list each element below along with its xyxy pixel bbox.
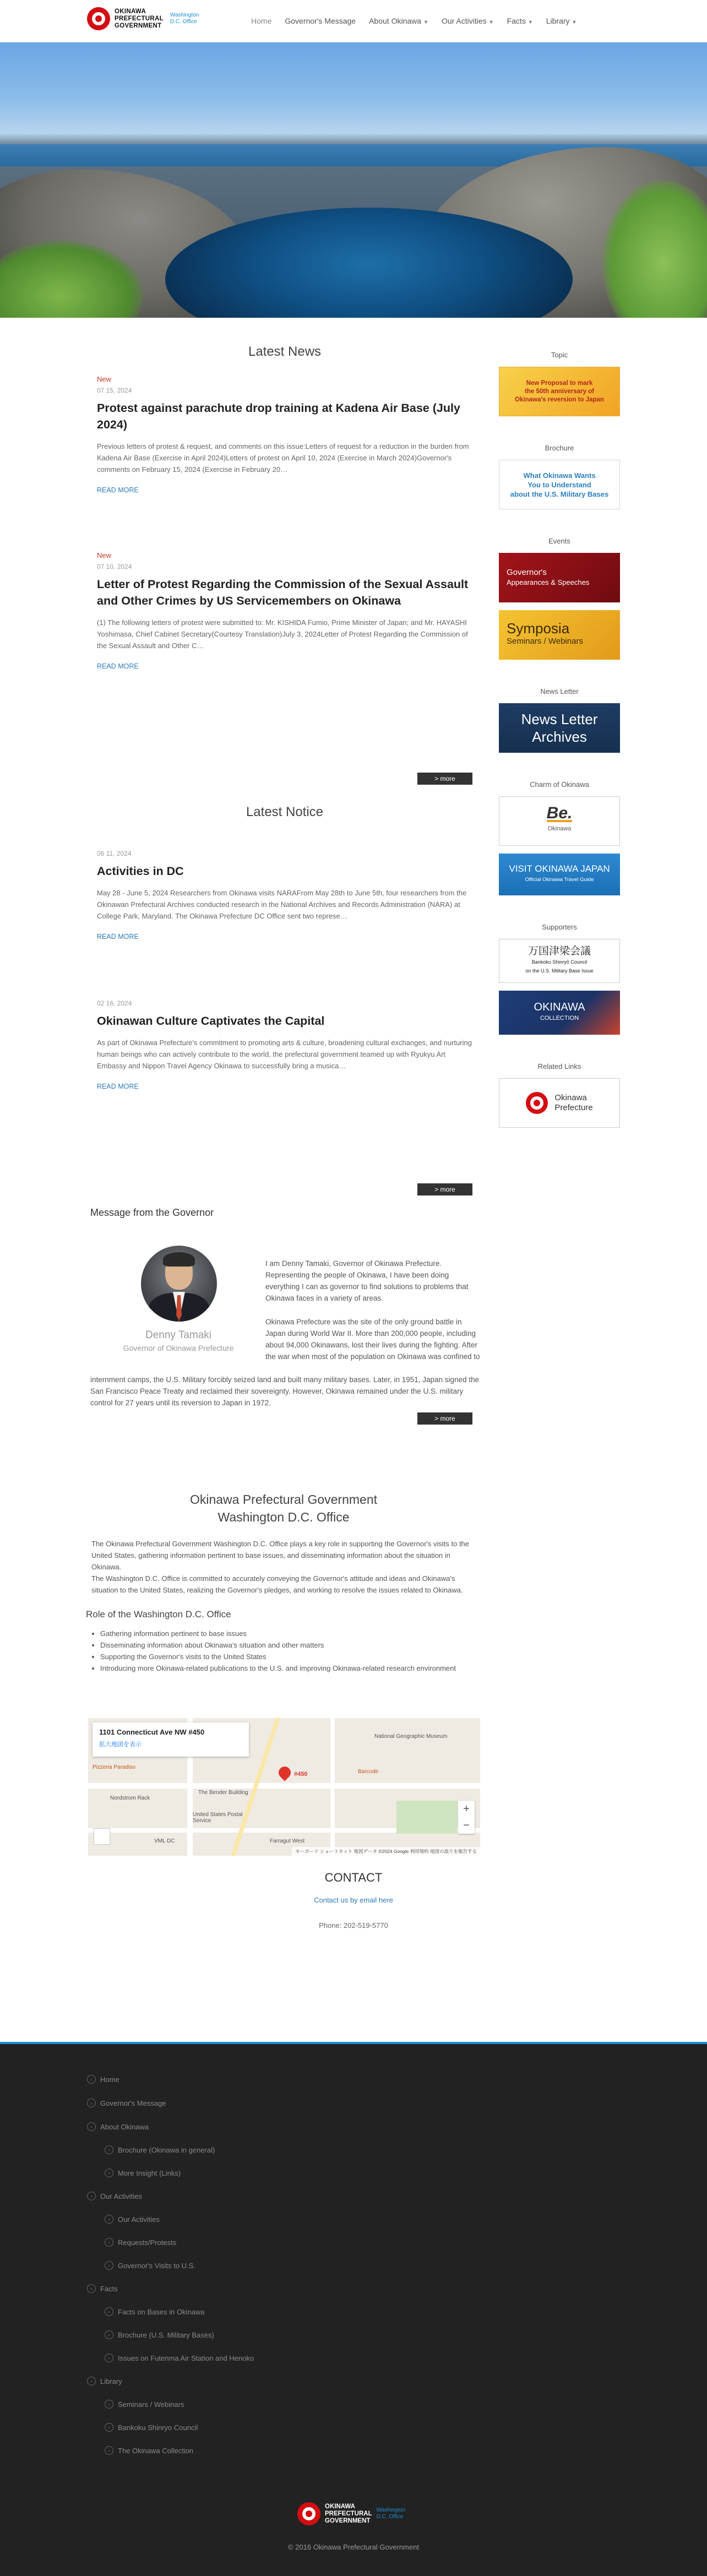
footer-logo-line: GOVERNMENT [325,2517,371,2524]
map-road [88,1783,480,1789]
footer-link-label: Bankoku Shinryo Council [118,2423,198,2432]
footer-sublink[interactable] [105,2215,160,2224]
footer-link-label: Facts on Bases in Okinawa [118,2307,205,2316]
notice-excerpt: As part of Okinawa Prefecture's commitment to promoting arts & culture, broadening cultural exchanges, and nurturing human beings who can actively contribute to the world, the prefectural government teamed up with Ryukyu Art Embassy and Nippon Travel Agency Okinawa to successfully bring a musica… [97,1039,472,1070]
footer-link-label: More Insight (Links) [118,2169,181,2177]
footer-link-label: Brochure (Okinawa in general) [118,2145,215,2154]
chevron-right-icon: › [105,2261,113,2270]
newsletter-banner-line: Archives [532,729,587,745]
footer-logo-wordmark [325,2503,372,2525]
footer-sublink[interactable] [105,2423,198,2432]
photo-hair [163,1252,195,1267]
footer-sublink[interactable] [105,2238,176,2247]
footer-logo-line: OKINAWA [325,2503,355,2510]
footer-link-label: Facts [100,2284,118,2293]
google-map[interactable] [88,1718,480,1856]
read-more-link[interactable]: READ MORE [97,1083,139,1090]
map-pin-icon[interactable] [276,1764,293,1781]
brochure-banner-line: You to Understand [527,480,591,489]
footer-sublink[interactable] [105,2446,193,2455]
chevron-right-icon: › [87,2075,96,2084]
governor-role: Governor of Okinawa Prefecture [123,1344,234,1352]
chevron-right-icon: › [105,2330,113,2339]
okinawa-emblem-icon [297,2502,320,2525]
brochure-banner-line: about the U.S. Military Bases [510,490,609,498]
bankoku-sub: on the U.S. Military Base Issue [525,968,594,974]
footer-sublink[interactable] [105,2261,195,2270]
chevron-right-icon: › [87,2377,96,2385]
main-nav [251,17,577,25]
footer-link-label: Brochure (U.S. Military Bases) [118,2330,214,2339]
footer-logo-sub-line: Washington [376,2507,406,2513]
sidebar [499,351,620,1128]
map-zoom-controls [458,1801,475,1834]
sidebar-charm-title: Charm of Okinawa [530,780,589,789]
logo-subtitle [170,12,199,25]
footer-sublink[interactable] [105,2145,215,2154]
footer-link[interactable] [87,2099,166,2107]
footer-link[interactable] [87,2075,119,2084]
site-logo[interactable] [87,7,199,30]
sidebar-newsletter-title: News Letter [540,687,579,695]
news-date: 07 15, 2024 [97,387,132,394]
related-line: Okinawa [554,1093,587,1102]
read-more-link[interactable]: READ MORE [97,933,139,941]
footer-link[interactable] [87,2284,118,2293]
contact-title: CONTACT [324,1871,383,1884]
notice-excerpt: May 28 - June 5, 2024 Researchers from Okinawa visits NARAFrom May 28th to June 5th, four researchers from the Okinawan Prefectural Archives conducted research in the National Archives and Records Administration (NARA) at College Park, Maryland. The Okinawa Prefecture DC Office sent two represe… [97,889,467,920]
chevron-right-icon: › [105,2354,113,2362]
notice-headline[interactable]: Okinawan Culture Captivates the Capital [97,1014,325,1028]
nav-label: Facts [507,17,526,25]
chevron-right-icon: › [87,2099,96,2107]
role-item: • Introducing more Okinawa-related publications to the U.S. and improving Okinawa-related research environment [100,1662,481,1674]
office-title-line: Okinawa Prefectural Government [189,1492,378,1507]
chevron-right-icon: › [105,2307,113,2316]
chevron-right-icon: › [105,2423,113,2432]
logo-sub-line-2: D.C. Office [170,19,197,25]
map-address: 1101 Connecticut Ave NW #450 [99,1728,205,1736]
footer-link[interactable] [87,2122,149,2131]
sidebar-brochure-title: Brochure [545,444,574,452]
sidebar-supporters-title: Supporters [542,923,577,931]
nav-governors-message[interactable] [285,17,356,25]
emblem-center [534,1100,540,1106]
be-okinawa-sub: Okinawa [547,825,572,832]
footer-link-label: Governor's Message [100,2099,166,2107]
footer-link-label: Our Activities [118,2215,160,2224]
footer-link-label: Requests/Protests [118,2238,177,2247]
office-title [86,1491,481,1526]
office-role-title: Role of the Washington D.C. Office [86,1609,231,1619]
chevron-down-icon: ▼ [488,19,494,25]
read-more-link[interactable]: READ MORE [97,662,139,670]
visit-okinawa-title: VISIT OKINAWA JAPAN [509,863,610,874]
be-okinawa-logo-text: Be. [546,804,573,822]
notice-headline[interactable]: Activities in DC [97,865,184,878]
related-line: Prefecture [554,1103,593,1112]
contact-phone: Phone: 202-519-5770 [319,1921,388,1930]
news-item [97,375,472,495]
chevron-right-icon: › [105,2169,113,2177]
footer-logo-line: PREFECTURAL [325,2510,372,2517]
footer-sublink[interactable] [105,2169,181,2177]
map-enlarge-link[interactable]: 拡大地図を表示 [99,1741,142,1748]
contact-email-link[interactable]: Contact us by email here [314,1896,393,1904]
newsletter-banner-line: News Letter [521,711,598,727]
footer-link-label: Home [100,2075,119,2084]
governor-section-title: Message from the Governor [90,1207,214,1218]
governor-text-2a: Okinawa Prefecture was the site of the only ground battle in Japan during World War II. More than 200,000 people, including about 94,000 Okinawans, lost their lives during the fighting. After the war when most of the population on Okinawa was confined to [265,1318,480,1361]
be-okinawa-banner[interactable] [499,796,620,846]
role-item: • Gathering information pertinent to base issues [100,1628,481,1639]
sidebar-events-title: Events [548,537,570,545]
footer-link-label: Issues on Futenma Air Station and Henoko [118,2354,254,2362]
nav-label: Our Activities [441,17,487,25]
chevron-right-icon: › [87,2284,96,2293]
sidebar-topic-title: Topic [551,351,568,359]
chevron-right-icon: › [87,2192,96,2200]
map-road [330,1718,335,1856]
footer-link-label: The Okinawa Collection [118,2446,194,2455]
logo-sub-line-1: Washington [170,12,199,18]
nav-label: Home [251,17,272,25]
office-role-list [86,1628,481,1674]
news-headline[interactable]: Protest against parachute drop training at Kadena Air Base (July 2024) [97,401,460,431]
map-place-label: National Geographic Museum [374,1733,448,1740]
nav-facts[interactable] [507,17,533,25]
footer-copyright: © 2016 Okinawa Prefectural Government [288,2543,419,2551]
nav-label: Library [546,17,570,25]
logo-line-3: GOVERNMENT [115,22,162,29]
bankoku-sub: Bankoku Shinryō Council [531,959,588,965]
visit-okinawa-banner[interactable] [499,854,620,895]
chevron-right-icon: › [87,2122,96,2131]
news-headline[interactable]: Letter of Protest Regarding the Commission of the Sexual Assault and Other Crimes by US Servicemembers on Okinawa [97,578,469,607]
topic-banner-line: New Proposal to mark [526,379,593,387]
latest-notice-title: Latest Notice [246,805,324,819]
map-park [396,1801,457,1834]
nav-library[interactable] [546,17,577,25]
chevron-right-icon: › [105,2145,113,2154]
topic-banner-line: the 50th anniversary of [525,388,594,395]
governor-more-button[interactable]: > more [417,1412,472,1425]
chevron-down-icon: ▼ [423,19,428,25]
footer-link-label: Our Activities [100,2192,142,2200]
footer-link-label: Governor's Visits to U.S. [118,2261,195,2270]
events-banner-line: Appearances & Speeches [507,578,590,586]
chevron-right-icon: › [105,2446,113,2455]
governor-section [90,1207,480,1471]
okinawa-prefecture-text [554,1093,592,1113]
collection-sub: COLLECTION [540,1015,579,1021]
sidebar-related-title: Related Links [537,1062,581,1070]
news-date: 07 10, 2024 [97,563,132,570]
map-info-card [93,1722,249,1757]
footer-link-label: Seminars / Webinars [118,2400,184,2409]
map-street-view-icon[interactable] [94,1828,110,1845]
chevron-right-icon: › [105,2400,113,2409]
hero-image [0,42,707,318]
chevron-right-icon: › [105,2215,113,2224]
news-item [97,551,472,671]
footer-sublink[interactable] [105,2307,205,2316]
footer-link-label: About Okinawa [100,2122,149,2131]
notice-item [97,996,472,1091]
read-more-link[interactable]: READ MORE [97,486,139,494]
notice-item [97,846,472,942]
role-item: • Supporting the Governor's visits to the United States [100,1651,481,1662]
map-place-label: Farragut West [270,1838,305,1844]
new-badge: New [97,551,112,559]
site-header [0,0,707,42]
governor-text-1: I am Denny Tamaki, Governor of Okinawa Prefecture. Representing the people of Okinawa, I have been doing everything I can as governor to find solutions to problems that Okinawa faces in a variety of areas. [265,1259,469,1302]
footer-sublink[interactable] [105,2354,254,2362]
office-section [86,1491,481,1674]
zoom-out-button[interactable]: − [463,1819,470,1832]
chevron-down-icon: ▼ [527,19,533,25]
symposia-banner[interactable] [499,610,620,660]
nav-our-activities[interactable] [442,17,494,25]
visit-okinawa-sub: Official Okinawa Travel Guide [525,877,594,883]
okinawa-emblem-icon [526,1092,548,1114]
logo-wordmark [115,8,164,30]
okinawa-collection-banner[interactable] [499,991,620,1035]
chevron-down-icon: ▼ [572,19,577,25]
office-intro-1: The Okinawa Prefectural Government Washington D.C. Office plays a key role in supporting the Governor's visits to the United States, gathering information pertinent to base issues, and disseminating information about the situation in Okinawa. [91,1540,470,1571]
new-badge: New [97,375,112,383]
footer-sublink[interactable] [105,2330,214,2339]
news-excerpt: (1) The following letters of protest were submitted to: Mr. KISHIDA Fumio, Prime Minister of Japan; and Mr. HAYASHI Yoshimasa, Chief Cabinet Secretary(Courtesy Translation)July 3, 2024Letter of Protest Regarding the Commission of the Sexual Assault and Other C… [97,618,468,650]
nav-home[interactable] [251,17,271,25]
footer-logo-subtitle [377,2507,405,2520]
site-footer [0,2042,707,2576]
governor-appearances-banner[interactable] [499,553,620,602]
footer-sublink[interactable] [105,2400,184,2409]
map-place-label: Nordstrom Rack [110,1795,150,1801]
logo-line-2: PREFECTURAL [115,15,164,22]
bankoku-shinryo-banner[interactable] [499,939,620,983]
logo-line-1: OKINAWA [115,8,146,15]
footer-link-label: Library [100,2377,122,2385]
map-place-label: VML DC [154,1838,175,1844]
nav-label: Governor's Message [285,17,356,25]
okinawa-emblem-icon [87,7,110,30]
okinawa-prefecture-banner[interactable] [499,1078,620,1128]
events-banner-line: Symposia [507,620,570,637]
map-place-label: Barcode [358,1769,379,1775]
footer-logo-sub-line: D.C. Office [376,2514,404,2520]
notice-date: 06 11, 2024 [97,850,132,857]
latest-news-title: Latest News [248,344,322,359]
map-place-label: Pizzeria Paradiso [93,1764,135,1770]
collection-title: OKINAWA [534,1001,585,1013]
nav-about-okinawa[interactable] [369,17,428,25]
governor-photo [141,1246,217,1322]
governor-text-2b: internment camps, the U.S. Military forcibly seized land and built many military bases. Later, in 1951, Japan signed the San Francisco Peace Treaty and reclaimed their sovereignty. However, Okinawa remained under the U.S. military control for 27 years until its reversion to Japan in 1972. [90,1376,480,1407]
news-excerpt: Previous letters of protest & request, and comments on this issue:Letters of request for a reduction in the burden from Kadena Air Base (Exercise in April 2024)Letters of protest on April 10, 2024 (Exercise in March 2024)Governor's comments on February 15, 2024 (Exercise in February 20… [97,442,469,474]
chevron-right-icon: › [105,2238,113,2247]
zoom-in-button[interactable]: + [463,1803,470,1815]
page-content [0,318,707,2041]
footer-link[interactable] [87,2192,142,2200]
brochure-banner-line: What Okinawa Wants [523,471,596,480]
footer-link[interactable] [87,2377,122,2385]
notice-date: 02 16, 2024 [97,999,132,1007]
governor-name: Denny Tamaki [145,1329,212,1341]
bankoku-title: 万国津梁会議 [527,945,591,957]
office-intro-2: The Washington D.C. Office is committed to accurately conveying the Governor's attitude and ideas and Okinawa's situation to the United States, realizing the Governor's pledges, and working to resolve the issues related to Okinawa. [91,1574,463,1594]
footer-logo[interactable] [297,2502,405,2525]
newsletter-archives-banner[interactable] [499,703,620,753]
events-banner-line: Seminars / Webinars [507,637,583,646]
map-pin-label: #450 [294,1771,308,1778]
main-column [97,344,472,1193]
topic-banner[interactable] [499,367,620,416]
events-banner-line: Governor's [507,568,547,577]
brochure-banner[interactable] [499,460,620,509]
topic-banner-line: Okinawa's reversion to Japan [515,396,604,403]
office-title-line: Washington D.C. Office [217,1510,350,1524]
role-item: • Disseminating information about Okinawa's situation and other matters [100,1639,481,1651]
news-more-button[interactable]: > more [417,773,472,785]
notice-more-button[interactable]: > more [417,1183,472,1195]
map-attribution: キーボード ショートカット 地図データ ©2024 Google 利用規約 地図の誤りを報告する [292,1847,480,1856]
nav-label: About Okinawa [369,17,422,25]
map-place-label: The Bender Building [198,1790,248,1796]
map-place-label: United States Postal Service [193,1812,243,1824]
